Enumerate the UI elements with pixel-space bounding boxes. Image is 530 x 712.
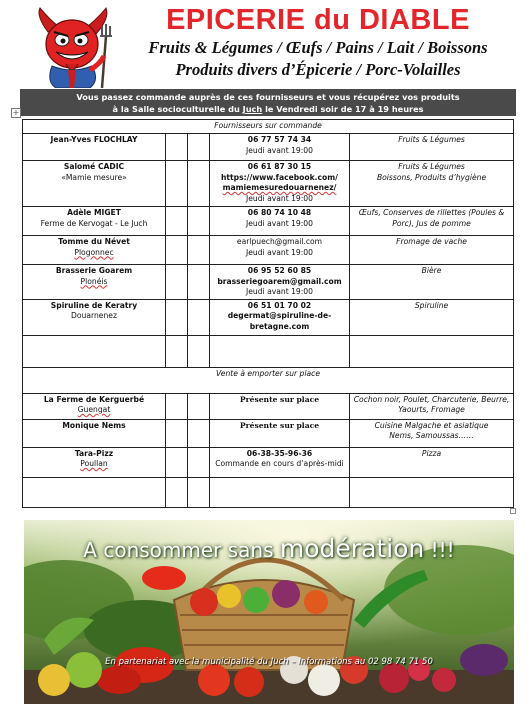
table-row-empty [23, 335, 514, 367]
page-title: EPICERIE du DIABLE [166, 4, 470, 36]
supplier-name: Adèle MIGET [67, 208, 121, 217]
devil-mascot-icon [26, 6, 116, 88]
supplier-detail: Ferme de Kervogat - Le Juch [40, 218, 148, 228]
supplier-email[interactable]: earlpuech@gmail.com [236, 237, 323, 246]
supplier-name: Tomme du Névet [58, 237, 130, 246]
instructions-banner [20, 89, 516, 116]
supplier-name: Brasserie Goarem [55, 266, 133, 275]
supplier-email[interactable]: degermat@spiruline-de-bretagne.com [227, 311, 332, 331]
section-header-order [23, 120, 514, 134]
suppliers-table [22, 119, 514, 508]
banner-line-1: Vous passez commande auprès de ces fournisseurs et vous récupérez vos produits [76, 92, 460, 102]
produce-poster [24, 520, 514, 704]
order-deadline: Jeudi avant 19:00 [246, 218, 313, 228]
supplier-name: Salomé CADIC [63, 162, 125, 171]
supplier-email[interactable]: brasseriegoarem@gmail.com [217, 276, 342, 286]
order-deadline: Jeudi avant 19:00 [246, 287, 313, 296]
presence-note: Présente sur place [239, 394, 320, 404]
product-categories-line-2: Produits divers d’Épicerie / Porc-Volailles [175, 60, 461, 79]
table-row [23, 236, 514, 265]
slogan-text: A consommer sans modération !!! [83, 534, 455, 563]
supplier-products: Cuisine Malgache et asiatique Nems, Samoussas…… [350, 419, 514, 447]
table-row [23, 393, 514, 419]
supplier-name: Spiruline de Keratry [50, 300, 138, 310]
supplier-name: Tara-Pizz [74, 448, 114, 458]
order-deadline: Jeudi avant 19:00 [246, 193, 313, 203]
order-deadline: Commande en cours d’après-midi [215, 459, 344, 468]
supplier-phone: 06 77 57 74 34 [247, 135, 312, 144]
supplier-phone: 06 80 74 10 48 [247, 208, 312, 217]
supplier-phone: 06 95 52 60 85 [247, 266, 312, 275]
supplier-products: Bière [350, 265, 514, 300]
table-row [23, 419, 514, 447]
table-row [23, 299, 514, 335]
supplier-link-continued[interactable]: mamiemesuredouarnenez/ [222, 183, 337, 192]
supplier-detail: Plonéis [80, 276, 108, 286]
supplier-name: Jean-Yves FLOCHLAY [50, 135, 138, 144]
supplier-products: Pizza [350, 447, 514, 477]
supplier-products: Fromage de vache [350, 236, 514, 265]
table-row [23, 447, 514, 477]
product-categories-line-1: Fruits & Légumes / Œufs / Pains / Lait / Boissons [148, 38, 488, 57]
presence-note: Présente sur place [239, 420, 320, 430]
supplier-detail: Guengat [77, 405, 111, 414]
section-title: Vente à emporter sur place [23, 367, 514, 393]
supplier-products: Œufs, Conserves de rillettes (Poules & Porc), Jus de pomme [350, 207, 514, 236]
banner-line-2: à la Salle socioculturelle du Juch le Vendredi soir de 17 à 19 heures [112, 104, 424, 114]
supplier-products: Fruits & Légumes [350, 134, 514, 161]
supplier-detail: Poullan [80, 459, 108, 468]
supplier-products: Spiruline [350, 299, 514, 335]
supplier-phone: 06 51 01 70 02 [247, 300, 312, 310]
supplier-products: Cochon noir, Poulet, Charcuterie, Beurre, Yaourts, Fromage [350, 393, 514, 419]
supplier-name: La Ferme de Kerguerbé [43, 394, 145, 404]
order-deadline: Jeudi avant 19:00 [246, 145, 313, 155]
table-resize-handle[interactable] [510, 508, 516, 514]
supplier-detail: Douarnenez [71, 311, 117, 320]
table-row [23, 265, 514, 300]
section-title: Fournisseurs sur commande [23, 120, 514, 134]
supplier-products: Fruits & Légumes Boissons, Produits d’hygiène [350, 161, 514, 207]
supplier-name: Monique Nems [62, 420, 126, 430]
partnership-note: En partenariat avec la municipalité du Juch – Informations au 02 98 74 71 50 [105, 657, 433, 667]
table-row [23, 207, 514, 236]
table-move-handle-icon[interactable]: + [12, 108, 20, 117]
order-deadline: Jeudi avant 19:00 [246, 247, 313, 257]
section-header-takeaway [23, 367, 514, 393]
supplier-link[interactable]: https://www.facebook.com/ [221, 172, 338, 182]
supplier-phone: 06-38-35-96-36 [246, 448, 313, 458]
supplier-phone: 06 61 87 30 15 [247, 162, 312, 171]
supplier-detail: «Mamie mesure» [61, 172, 127, 182]
table-row-empty [23, 477, 514, 507]
table-row [23, 161, 514, 207]
table-row [23, 134, 514, 161]
supplier-detail: Plogonnec [74, 247, 114, 257]
